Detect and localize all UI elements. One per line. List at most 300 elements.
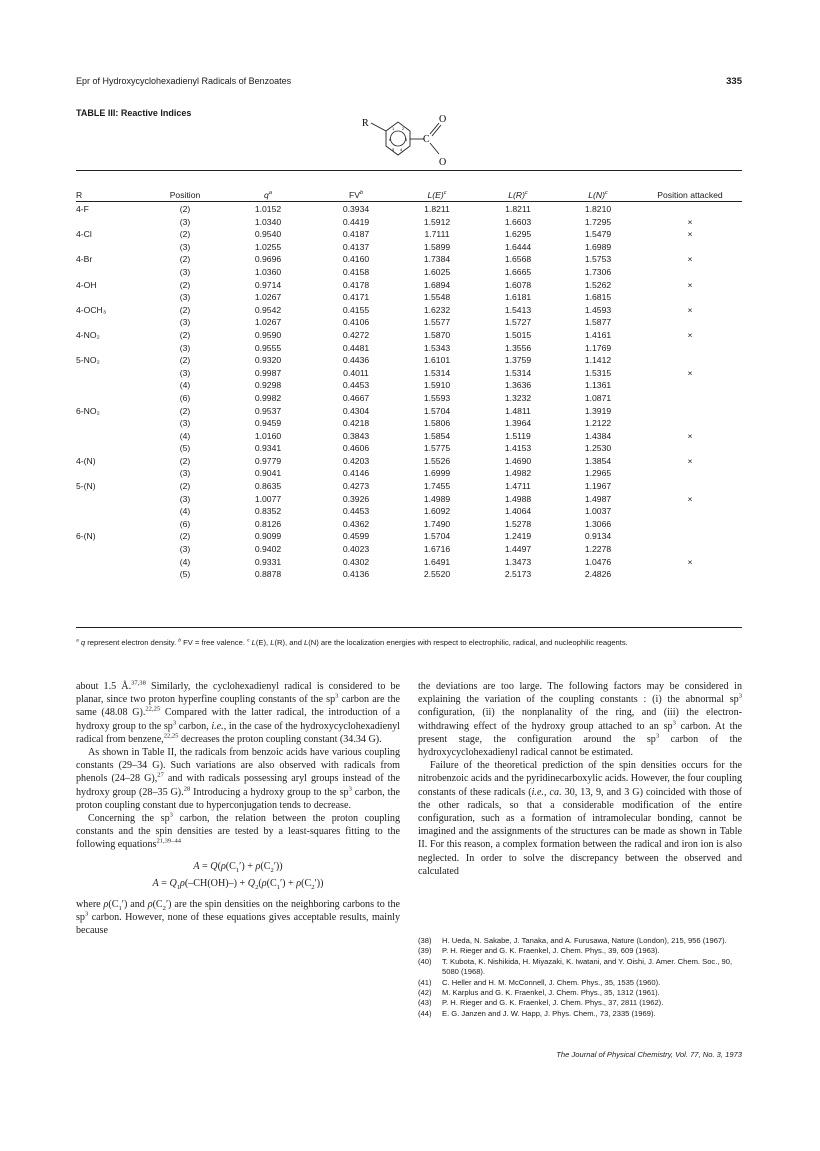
table-row bbox=[76, 467, 742, 480]
cell-r bbox=[76, 518, 150, 531]
cell-ln: 1.1361 bbox=[584, 380, 612, 391]
cell-lr: 1.3964 bbox=[504, 418, 532, 429]
table-row bbox=[76, 442, 742, 455]
cell-lr: 1.5314 bbox=[504, 367, 532, 378]
cell-ln: 1.2122 bbox=[584, 418, 612, 429]
cell-r: 4-OCH₃ bbox=[76, 304, 107, 315]
cell-lr: 1.4988 bbox=[504, 493, 532, 504]
table-top-rule bbox=[76, 170, 742, 171]
cell-lr: 1.3473 bbox=[504, 556, 532, 567]
cell-fv: 0.4155 bbox=[342, 304, 370, 315]
cell-q: 1.0340 bbox=[254, 216, 282, 227]
right-paragraph-1: the deviations are too large. The following factors may be considered in explaining the variation of the coupling constants : (i) the abnormal $sp^3$ configuration, (ii) the nonplanality of the ring, and (iii) the electron-withdrawing effect of the hydroxy group attached to an $sp^3$ carbon. At the present stage, the configuration around the $sp^3$ carbon of the hydroxycyclohexadienyl radical cannot be estimated. bbox=[418, 681, 742, 759]
cell-q: 0.9331 bbox=[254, 556, 282, 567]
cell-fv: 0.4606 bbox=[342, 443, 370, 454]
cell-r bbox=[76, 493, 150, 506]
cell-fv: 0.4137 bbox=[342, 241, 370, 252]
cell-q: 1.0267 bbox=[254, 292, 282, 303]
cell-ln: 1.8210 bbox=[584, 204, 612, 214]
reference-text: P. H. Rieger and G. K. Fraenkel, J. Chem. Phys., 39, 609 (1963). bbox=[442, 946, 660, 956]
table-row bbox=[76, 354, 742, 367]
cell-attacked bbox=[638, 379, 742, 392]
cell-attacked bbox=[638, 316, 742, 329]
struct-r-label: R bbox=[362, 118, 369, 129]
cell-r bbox=[76, 379, 150, 392]
table-row bbox=[76, 342, 742, 355]
table-row bbox=[76, 241, 742, 254]
cell-r: 4-F bbox=[76, 204, 89, 214]
cell-r: 4-Cl bbox=[76, 229, 92, 240]
table-row bbox=[76, 493, 742, 506]
cell-q: 0.9714 bbox=[254, 279, 282, 290]
cell-position: (4) bbox=[179, 430, 191, 441]
cell-ln: 1.6815 bbox=[584, 292, 612, 303]
right-paragraph-2: Failure of the theoretical prediction of the spin densities occurs for the nitrobenzoic acids and the pyridinecarboxylic acids. However, the four coupling constants of these radicals (i.e., ca. 30, 13, 9, and 3 G) coincided with those of the other radicals, so that a considerable modification of the entire configuration, such as a formation of intramolecular bonding, cannot be imagined and the assignments of the structures can be made as shown in Table II. For this reason, a complex formation between the radical and iron ion is also neglected. In order to solve the discrepancy between the observed and calculated bbox=[418, 760, 742, 877]
table-row bbox=[76, 266, 742, 279]
struct-o-top: O bbox=[439, 114, 447, 125]
table-row bbox=[76, 405, 742, 418]
cell-lr: 1.5413 bbox=[504, 304, 532, 315]
reference-text: C. Heller and H. M. McConnell, J. Chem. Phys., 35, 1535 (1960). bbox=[442, 977, 661, 987]
col-header-q: $q^a$ bbox=[264, 190, 272, 200]
cell-position: (2) bbox=[179, 329, 191, 340]
cell-le: 1.5854 bbox=[423, 430, 451, 441]
cell-le: 1.5806 bbox=[423, 418, 451, 429]
cell-fv: 0.3926 bbox=[342, 493, 370, 504]
cell-lr: 1.6568 bbox=[504, 254, 532, 265]
cell-lr: 1.6603 bbox=[504, 216, 532, 227]
cell-position: (2) bbox=[179, 455, 191, 466]
struct-c-label: C bbox=[423, 134, 430, 145]
left-paragraph-2: As shown in Table II, the radicals from benzoic acids have various coupling constants (29–34 G). Such variations are also observed with radicals from phenols (24–28 G),$^{27}$ and with radicals possessing aryl groups instead of the hydroxy group (28–35 G).$^{28}$ Introducing a hydroxy group to the $sp^3$ carbon, the proton coupling constant due to hyperconjugation tends to decrease. bbox=[76, 747, 400, 811]
cell-r bbox=[76, 417, 150, 430]
cell-le: 2.5520 bbox=[423, 569, 451, 580]
cell-attacked: × bbox=[687, 254, 693, 265]
cell-r: 4-(N) bbox=[76, 455, 96, 466]
table-row bbox=[76, 505, 742, 518]
cell-attacked: × bbox=[687, 430, 693, 441]
cell-lr: 1.5727 bbox=[504, 317, 532, 328]
running-title: Epr of Hydroxycyclohexadienyl Radicals of Benzoates bbox=[76, 76, 292, 86]
cell-fv: 0.4023 bbox=[342, 544, 370, 555]
reference-item bbox=[418, 957, 744, 978]
reactive-indices-table bbox=[76, 176, 742, 581]
cell-ln: 2.4826 bbox=[584, 569, 612, 580]
cell-q: 0.9696 bbox=[254, 254, 282, 265]
cell-fv: 0.4667 bbox=[342, 392, 370, 403]
cell-lr: 1.5119 bbox=[505, 430, 531, 441]
cell-attacked bbox=[638, 354, 742, 367]
table-row bbox=[76, 379, 742, 392]
reference-list bbox=[418, 936, 744, 1019]
cell-attacked: × bbox=[687, 455, 693, 466]
table-header-row bbox=[76, 176, 742, 203]
table-row bbox=[76, 291, 742, 304]
cell-attacked: × bbox=[687, 229, 693, 240]
cell-lr: 1.6181 bbox=[504, 292, 532, 303]
cell-r bbox=[76, 430, 150, 443]
cell-position: (2) bbox=[179, 355, 191, 366]
reference-text: H. Ueda, N. Sakabe, J. Tanaka, and A. Furusawa, Nature (London), 215, 956 (1967). bbox=[442, 936, 727, 945]
cell-position: (3) bbox=[179, 342, 191, 353]
cell-fv: 0.3934 bbox=[342, 204, 370, 214]
reference-number: (42) bbox=[418, 988, 432, 998]
table-row bbox=[76, 316, 742, 329]
cell-r: 5-(N) bbox=[76, 481, 96, 492]
cell-position: (3) bbox=[179, 292, 191, 303]
cell-attacked bbox=[638, 417, 742, 430]
cell-r: 4-Br bbox=[76, 254, 93, 265]
cell-attacked bbox=[638, 480, 742, 493]
cell-le: 1.5912 bbox=[423, 216, 451, 227]
cell-attacked: × bbox=[687, 216, 693, 227]
cell-le: 1.7384 bbox=[423, 254, 451, 265]
cell-q: 0.9320 bbox=[254, 355, 282, 366]
table-row bbox=[76, 455, 742, 468]
table-row bbox=[76, 392, 742, 405]
table-row bbox=[76, 530, 742, 543]
cell-r bbox=[76, 556, 150, 569]
cell-q: 0.9537 bbox=[254, 405, 282, 416]
cell-q: 0.9459 bbox=[254, 418, 282, 429]
cell-position: (3) bbox=[179, 241, 191, 252]
col-header-le: $L(E)^c$ bbox=[427, 190, 447, 200]
cell-fv: 0.4272 bbox=[342, 329, 370, 340]
cell-position: (2) bbox=[179, 279, 191, 290]
cell-attacked bbox=[638, 241, 742, 254]
cell-q: 1.0152 bbox=[254, 204, 282, 214]
cell-position: (4) bbox=[179, 506, 191, 517]
cell-attacked: × bbox=[687, 556, 693, 567]
cell-position: (6) bbox=[179, 392, 191, 403]
cell-r bbox=[76, 392, 150, 405]
cell-le: 1.5548 bbox=[423, 292, 451, 303]
cell-ln: 1.5877 bbox=[584, 317, 612, 328]
cell-lr: 1.6444 bbox=[504, 241, 532, 252]
cell-r bbox=[76, 291, 150, 304]
cell-lr: 1.6078 bbox=[504, 279, 532, 290]
cell-attacked bbox=[638, 342, 742, 355]
cell-attacked bbox=[638, 442, 742, 455]
cell-lr: 1.4497 bbox=[504, 544, 532, 555]
ring-pos-label: 1 bbox=[392, 126, 395, 131]
cell-r bbox=[76, 543, 150, 556]
cell-ln: 1.4593 bbox=[584, 304, 612, 315]
ring-pos-label: 6 bbox=[389, 137, 392, 142]
cell-ln: 0.9134 bbox=[584, 531, 612, 542]
cell-r bbox=[76, 342, 150, 355]
cell-ln: 1.4987 bbox=[584, 493, 612, 504]
cell-fv: 0.4106 bbox=[342, 317, 370, 328]
col-header-position: Position bbox=[169, 190, 201, 200]
cell-ln: 1.2278 bbox=[584, 544, 612, 555]
cell-q: 0.9542 bbox=[254, 304, 282, 315]
cell-le: 1.5593 bbox=[423, 392, 451, 403]
reference-number: (38) bbox=[418, 936, 432, 945]
cell-le: 1.6491 bbox=[423, 556, 451, 567]
cell-ln: 1.4161 bbox=[584, 329, 612, 340]
cell-le: 1.6101 bbox=[423, 355, 451, 366]
cell-r bbox=[76, 266, 150, 279]
cell-position: (3) bbox=[179, 266, 191, 277]
cell-q: 1.0160 bbox=[254, 430, 282, 441]
cell-ln: 1.0037 bbox=[584, 506, 612, 517]
cell-ln: 1.3066 bbox=[584, 518, 612, 529]
cell-lr: 1.8211 bbox=[505, 204, 531, 214]
col-header-fv: $FV^b$ bbox=[348, 190, 364, 200]
cell-r: 5-NO₂ bbox=[76, 355, 100, 366]
cell-le: 1.7490 bbox=[423, 518, 451, 529]
cell-q: 0.9982 bbox=[254, 392, 282, 403]
cell-attacked: × bbox=[687, 279, 693, 290]
reference-item bbox=[418, 998, 744, 1008]
cell-q: 0.9987 bbox=[254, 367, 282, 378]
cell-attacked: × bbox=[687, 493, 693, 504]
cell-ln: 1.2530 bbox=[584, 443, 612, 454]
cell-le: 1.6999 bbox=[423, 468, 451, 479]
table-bottom-rule bbox=[76, 627, 742, 628]
cell-ln: 1.6989 bbox=[584, 241, 612, 252]
table-row bbox=[76, 228, 742, 241]
cell-lr: 1.3232 bbox=[504, 392, 532, 403]
col-header-lr: $L(R)^c$ bbox=[508, 190, 528, 200]
cell-q: 1.0360 bbox=[254, 266, 282, 277]
reference-number: (39) bbox=[418, 946, 432, 956]
cell-fv: 0.4273 bbox=[342, 481, 370, 492]
cell-fv: 0.4136 bbox=[342, 569, 370, 580]
cell-q: 0.9590 bbox=[254, 329, 282, 340]
cell-lr: 1.6295 bbox=[504, 229, 532, 240]
cell-fv: 0.4599 bbox=[342, 531, 370, 542]
cell-le: 1.6025 bbox=[423, 266, 451, 277]
cell-le: 1.8211 bbox=[424, 204, 450, 214]
cell-r: 6-NO₂ bbox=[76, 405, 100, 416]
cell-le: 1.5910 bbox=[423, 380, 451, 391]
cell-q: 0.8635 bbox=[254, 481, 282, 492]
cell-ln: 1.5262 bbox=[584, 279, 612, 290]
reference-item bbox=[418, 936, 744, 946]
cell-fv: 0.4302 bbox=[342, 556, 370, 567]
cell-position: (3) bbox=[179, 367, 191, 378]
cell-fv: 0.4187 bbox=[342, 229, 370, 240]
cell-le: 1.5577 bbox=[423, 317, 451, 328]
cell-position: (3) bbox=[179, 418, 191, 429]
cell-position: (2) bbox=[179, 204, 191, 214]
cell-lr: 1.4153 bbox=[504, 443, 532, 454]
reference-text: T. Kubota, K. Nishikida, H. Miyazaki, K. Iwatani, and Y. Oishi, J. Amer. Chem. Soc., 90, 5080 (1968). bbox=[442, 956, 733, 977]
cell-position: (6) bbox=[179, 518, 191, 529]
cell-ln: 1.4384 bbox=[584, 430, 612, 441]
cell-le: 1.5314 bbox=[423, 367, 451, 378]
ring-pos-label: 3 bbox=[405, 137, 408, 142]
cell-le: 1.5704 bbox=[423, 531, 451, 542]
col-header-position-attacked: Position attacked bbox=[657, 190, 723, 200]
table-row bbox=[76, 253, 742, 266]
cell-attacked bbox=[638, 518, 742, 531]
reference-item bbox=[418, 988, 744, 998]
ring-pos-label: 2 bbox=[402, 126, 405, 131]
cell-le: 1.6894 bbox=[423, 279, 451, 290]
cell-ln: 1.1412 bbox=[584, 355, 612, 366]
cell-position: (2) bbox=[179, 405, 191, 416]
cell-q: 1.0267 bbox=[254, 317, 282, 328]
col-header-r: R bbox=[76, 190, 83, 200]
cell-q: 0.9402 bbox=[254, 544, 282, 555]
cell-attacked: × bbox=[687, 367, 693, 378]
cell-ln: 1.5315 bbox=[584, 367, 612, 378]
reference-number: (41) bbox=[418, 977, 432, 987]
cell-lr: 1.3759 bbox=[504, 355, 532, 366]
cell-q: 0.9041 bbox=[254, 468, 282, 479]
cell-r bbox=[76, 467, 150, 480]
cell-position: (2) bbox=[179, 481, 191, 492]
cell-q: 0.8126 bbox=[254, 518, 282, 529]
cell-q: 0.8878 bbox=[254, 569, 282, 580]
cell-le: 1.5343 bbox=[423, 342, 451, 353]
cell-position: (5) bbox=[179, 569, 191, 580]
cell-r bbox=[76, 568, 150, 581]
cell-q: 1.0077 bbox=[254, 493, 282, 504]
cell-r bbox=[76, 316, 150, 329]
reference-number: (40) bbox=[418, 956, 432, 966]
cell-le: 1.6232 bbox=[423, 304, 451, 315]
cell-r bbox=[76, 367, 150, 380]
left-paragraph-3: Concerning the $sp^3$ carbon, the relation between the proton coupling constants and the spin densities are tested by a least-squares fitting to the following equations$^{21,39-44}$ bbox=[76, 811, 400, 851]
cell-position: (2) bbox=[179, 304, 191, 315]
cell-attacked bbox=[638, 405, 742, 418]
table-row bbox=[76, 543, 742, 556]
table-row bbox=[76, 480, 742, 493]
cell-lr: 1.4711 bbox=[505, 481, 531, 492]
cell-attacked: × bbox=[687, 304, 693, 315]
reference-item bbox=[418, 1009, 744, 1019]
table-row bbox=[76, 216, 742, 229]
cell-fv: 0.4453 bbox=[342, 506, 370, 517]
cell-r: 4-OH bbox=[76, 279, 97, 290]
cell-q: 0.9540 bbox=[254, 229, 282, 240]
table-row bbox=[76, 203, 742, 216]
cell-fv: 0.4203 bbox=[342, 455, 370, 466]
right-column bbox=[418, 680, 742, 878]
table-body bbox=[76, 203, 742, 581]
table-row bbox=[76, 518, 742, 531]
cell-lr: 1.2419 bbox=[504, 531, 532, 542]
table-row bbox=[76, 568, 742, 581]
cell-q: 0.9779 bbox=[254, 455, 282, 466]
cell-position: (4) bbox=[179, 380, 191, 391]
cell-lr: 1.5015 bbox=[504, 329, 532, 340]
cell-fv: 0.4160 bbox=[342, 254, 370, 265]
cell-attacked bbox=[638, 467, 742, 480]
cell-attacked bbox=[638, 291, 742, 304]
cell-lr: 2.5173 bbox=[504, 569, 532, 580]
cell-attacked bbox=[638, 505, 742, 518]
cell-ln: 1.2965 bbox=[584, 468, 612, 479]
cell-fv: 0.4218 bbox=[342, 418, 370, 429]
cell-attacked bbox=[638, 543, 742, 556]
cell-position: (2) bbox=[179, 531, 191, 542]
cell-fv: 0.4171 bbox=[342, 292, 370, 303]
cell-fv: 0.3843 bbox=[342, 430, 370, 441]
cell-ln: 1.0871 bbox=[584, 392, 612, 403]
cell-ln: 1.3919 bbox=[584, 405, 612, 416]
cell-fv: 0.4011 bbox=[343, 367, 369, 378]
struct-o-bottom: O bbox=[439, 157, 447, 168]
cell-le: 1.7455 bbox=[423, 481, 451, 492]
ring-pos-label: 5 bbox=[392, 147, 395, 152]
cell-lr: 1.3556 bbox=[504, 342, 532, 353]
cell-lr: 1.5278 bbox=[504, 518, 532, 529]
cell-lr: 1.4690 bbox=[504, 455, 532, 466]
cell-ln: 1.7295 bbox=[584, 216, 612, 227]
cell-le: 1.5704 bbox=[423, 405, 451, 416]
journal-footer: The Journal of Physical Chemistry, Vol. 77, No. 3, 1973 bbox=[556, 1050, 742, 1059]
cell-r bbox=[76, 505, 150, 518]
reference-text: E. G. Janzen and J. W. Happ, J. Phys. Chem., 73, 2335 (1969). bbox=[442, 1008, 656, 1018]
cell-attacked bbox=[638, 568, 742, 581]
cell-ln: 1.5479 bbox=[584, 229, 612, 240]
cell-q: 0.9555 bbox=[254, 342, 282, 353]
cell-le: 1.5526 bbox=[423, 455, 451, 466]
equation-2: $A = Q_1\rho(-CH(OH)-) + Q_2(\rho(C_1') + \rho(C_2'))$ bbox=[152, 877, 324, 891]
cell-q: 0.8352 bbox=[254, 506, 282, 517]
cell-lr: 1.4811 bbox=[505, 405, 531, 416]
cell-attacked bbox=[638, 203, 742, 216]
benzoate-structure bbox=[362, 110, 472, 168]
cell-r bbox=[76, 241, 150, 254]
cell-lr: 1.4064 bbox=[504, 506, 532, 517]
cell-lr: 1.4982 bbox=[504, 468, 532, 479]
ring-pos-label: 4 bbox=[400, 147, 403, 152]
left-paragraph-1: about 1.5 Å.$^{37,38}$ Similarly, the cyclohexadienyl radical is considered to be planar, since two proton hyperfine coupling constants of the $sp^3$ carbon are the same (48.08 G).$^{22,25}$ Compared with the latter radical, the introduction of a hydroxy group to the $sp^3$ carbon, i.e., in the case of the hydroxycyclohexadienyl radical from benzene,$^{22,25}$ decreases the proton coupling constant (34.34 G). bbox=[76, 679, 401, 745]
cell-fv: 0.4453 bbox=[342, 380, 370, 391]
left-paragraph-4: where $\rho(C_1')$ and $\rho(C_2')$ are the spin densities on the neighboring carbons to the $sp^3$ carbon. However, none of these equations gives acceptable results, mainly because bbox=[76, 899, 400, 937]
cell-attacked bbox=[638, 266, 742, 279]
cell-position: (3) bbox=[179, 216, 191, 227]
cell-position: (3) bbox=[179, 544, 191, 555]
table-footnote: $^a$ q represent electron density. $^b$ FV = free valence. $^c$ L(E), L(R), and L(N) are the localization energies with respect to electrophilic, radical, and nucleophilic reagents. bbox=[76, 638, 628, 647]
cell-lr: 1.3636 bbox=[504, 380, 532, 391]
cell-le: 1.7111 bbox=[424, 229, 450, 240]
cell-r bbox=[76, 442, 150, 455]
cell-q: 0.9099 bbox=[254, 531, 282, 542]
equation-1: $A = Q(\rho(C_1') + \rho(C_2'))$ bbox=[193, 860, 283, 874]
cell-attacked bbox=[638, 392, 742, 405]
cell-position: (2) bbox=[179, 229, 191, 240]
left-column bbox=[76, 680, 400, 938]
cell-le: 1.6092 bbox=[423, 506, 451, 517]
reference-item bbox=[418, 946, 744, 956]
cell-q: 0.9298 bbox=[254, 380, 282, 391]
table-row bbox=[76, 329, 742, 342]
cell-q: 1.0255 bbox=[254, 241, 282, 252]
cell-position: (4) bbox=[179, 556, 191, 567]
cell-le: 1.5775 bbox=[423, 443, 451, 454]
reference-text: M. Karplus and G. K. Fraenkel, J. Chem. Phys., 35, 1312 (1961). bbox=[442, 988, 660, 998]
cell-position: (3) bbox=[179, 468, 191, 479]
cell-r: 6-(N) bbox=[76, 531, 96, 542]
reference-text: P. H. Rieger and G. K. Fraenkel, J. Chem. Phys., 37, 2811 (1962). bbox=[442, 998, 664, 1008]
table-row bbox=[76, 556, 742, 569]
cell-fv: 0.4178 bbox=[342, 279, 370, 290]
cell-ln: 1.3854 bbox=[584, 455, 612, 466]
table-row bbox=[76, 304, 742, 317]
table-title: TABLE III: Reactive Indices bbox=[76, 108, 192, 118]
cell-fv: 0.4481 bbox=[342, 342, 370, 353]
cell-lr: 1.6665 bbox=[504, 266, 532, 277]
cell-r bbox=[76, 216, 150, 229]
cell-position: (3) bbox=[179, 493, 191, 504]
